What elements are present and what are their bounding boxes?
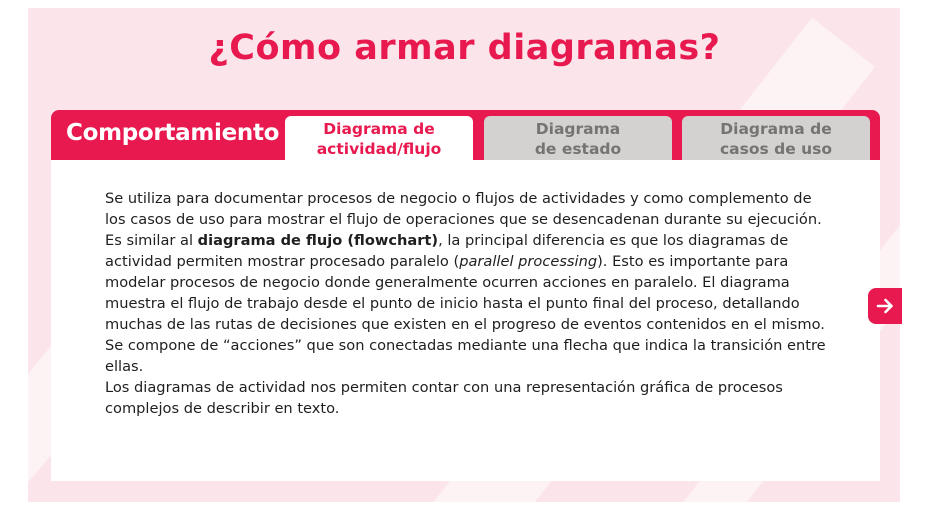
paragraph-3: Los diagramas de actividad nos permiten contar con una representación gráfica de procesos complejos de describir en texto. [105, 379, 783, 417]
diagram-card [51, 110, 880, 481]
italic-term: parallel processing [459, 253, 598, 270]
paragraph-1: Se utiliza para documentar procesos de negocio o flujos de actividades y como complemento de los casos de uso para mostrar el flujo de operaciones que se desencadenan durante su ejecución. [105, 190, 822, 228]
page-title: ¿Cómo armar diagramas? [208, 28, 721, 68]
text-span: ). Esto es importante para modelar procesos de negocio donde generalmente ocurren acciones en paralelo. El diagrama muestra el flujo de trabajo desde el punto de inicio hasta el punto final del proceso, detallando muchas de las rutas de decisiones que existen en el progreso de eventos contenidos en el mismo. Se compone de “acciones” que son conectadas mediante una flecha que indica la transición entre ellas. [105, 253, 826, 375]
category-label: Comportamiento [66, 120, 280, 146]
tab-label-line2: actividad/flujo [316, 140, 442, 158]
tab-label-line1: Diagrama de [720, 120, 832, 138]
tab-label-line1: Diagrama [535, 120, 621, 138]
text-span: Es similar al [105, 232, 198, 249]
bold-term: diagrama de flujo (flowchart) [197, 232, 439, 249]
arrow-right-icon [875, 296, 895, 316]
text-span: , la principal diferencia es que los diagramas de actividad permiten mostrar procesado paralelo ( [105, 232, 789, 270]
tab-label-line1: Diagrama de [323, 120, 435, 138]
tab-label-line2: casos de uso [719, 140, 833, 158]
tab-diagrama-casos-de-uso[interactable] [682, 116, 870, 160]
next-button[interactable] [868, 288, 902, 324]
tab-content-panel [51, 160, 880, 481]
tab-diagrama-actividad-flujo[interactable] [285, 116, 473, 160]
paragraph-2 [105, 230, 835, 377]
tab-diagrama-de-estado[interactable] [484, 116, 672, 160]
description-text [105, 188, 835, 419]
tab-bar [51, 110, 880, 160]
tab-label-line2: de estado [534, 140, 622, 158]
